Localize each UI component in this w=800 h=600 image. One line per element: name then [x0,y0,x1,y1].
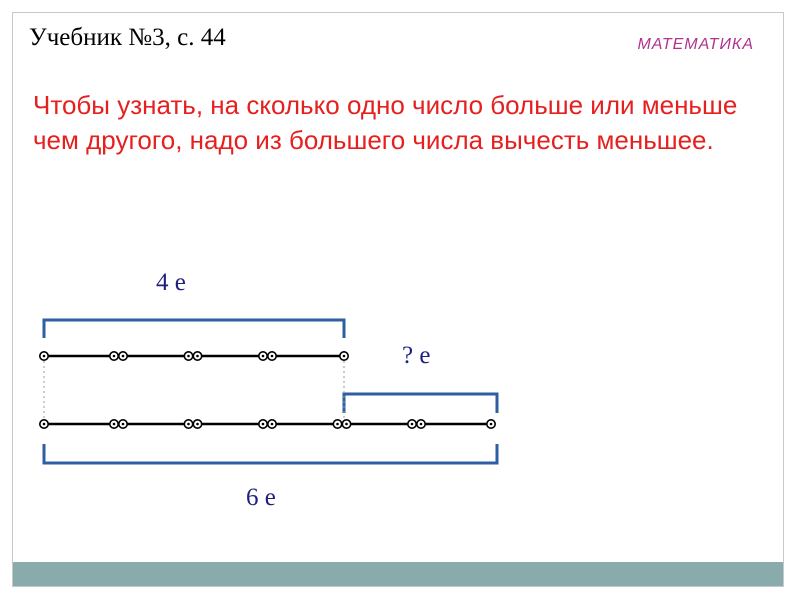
bottom-segment-label: 6 е [246,484,276,511]
top-tick-mark-dot [271,355,274,358]
rule-text: Чтобы узнать, на сколько одно число больше или меньше чем другого, надо из большего числа вычесть меньшее. [33,90,738,155]
bottom-tick-mark-dot [262,423,265,426]
bottom-tick-mark-dot [420,423,423,426]
bottom-end-mark-dot [43,423,46,426]
bottom-tick-mark-dot [122,423,125,426]
bottom-tick-mark-dot [345,423,348,426]
bottom-tick-mark-dot [196,423,199,426]
top-tick-mark-dot [187,355,190,358]
top-brace [44,320,344,338]
bottom-tick-mark-dot [187,423,190,426]
difference-label: ? е [402,342,431,369]
top-tick-mark-dot [196,355,199,358]
bottom-tick-mark-dot [336,423,339,426]
bottom-tick-mark-dot [113,423,116,426]
top-tick-mark-dot [122,355,125,358]
top-end-mark-dot [343,355,346,358]
bottom-brace [44,444,497,463]
top-end-mark-dot [43,355,46,358]
subject-label: МАТЕМАТИКА [637,36,754,53]
top-tick-mark-dot [113,355,116,358]
bottom-tick-mark-dot [271,423,274,426]
difference-brace [344,394,497,413]
bottom-tick-mark-dot [411,423,414,426]
top-tick-mark-dot [262,355,265,358]
bottom-end-mark-dot [490,423,493,426]
top-segment-label: 4 е [156,269,186,296]
textbook-reference: Учебник №3, с. 44 [29,24,226,51]
